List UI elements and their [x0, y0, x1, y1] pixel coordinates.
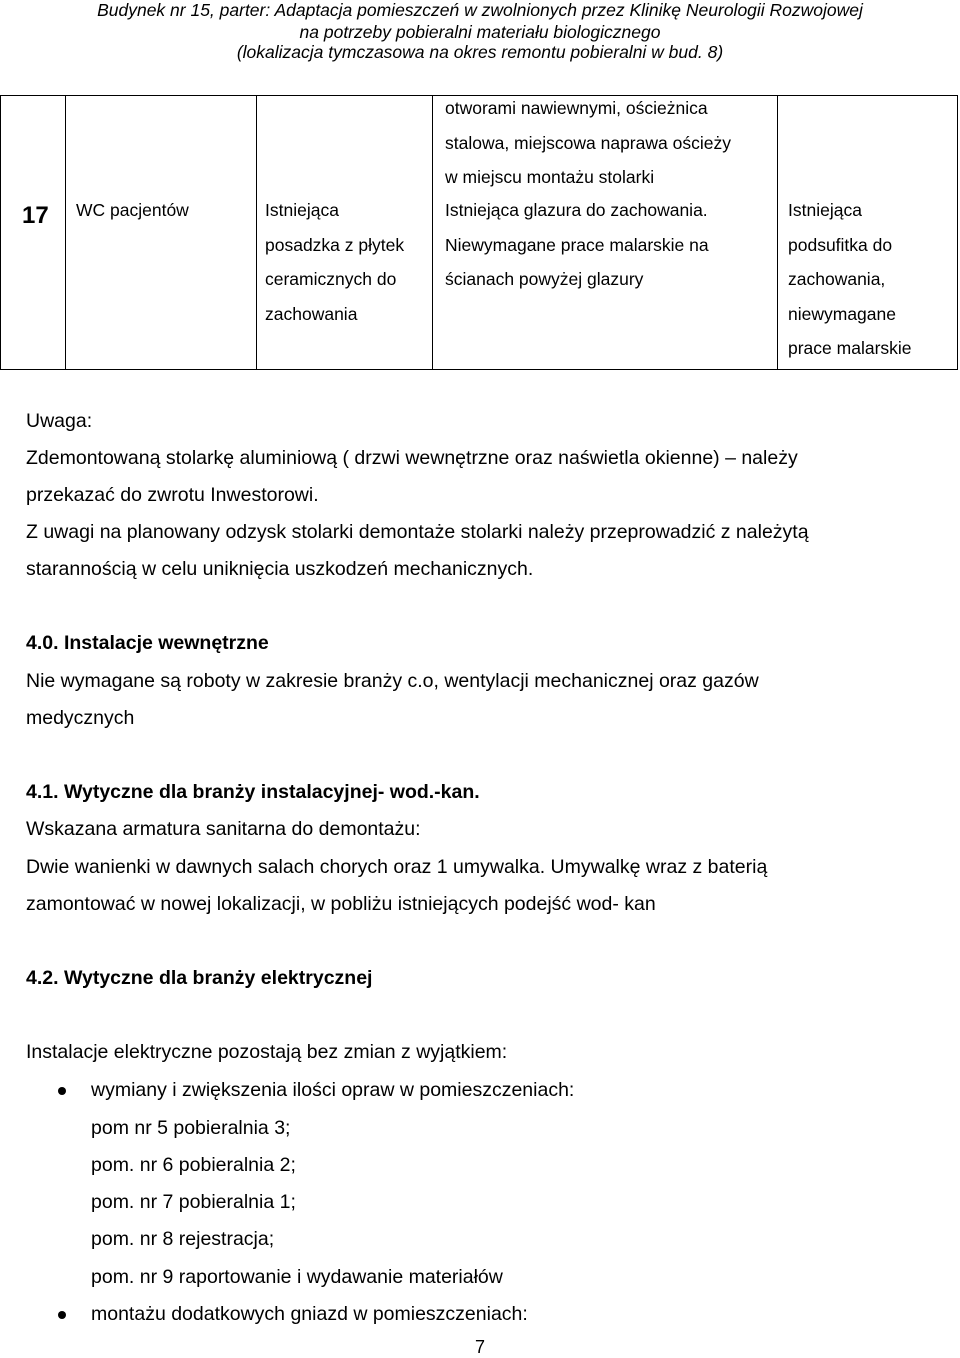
table-col-divider	[432, 95, 433, 370]
bullet-icon	[58, 1311, 66, 1319]
note-paragraph-line: starannością w celu uniknięcia uszkodzeń mechanicznych.	[26, 558, 534, 580]
section-heading-4-1: 4.1. Wytyczne dla branży instalacyjnej- wod.-kan.	[26, 781, 480, 803]
section-heading-4-2: 4.2. Wytyczne dla branży elektrycznej	[26, 967, 373, 989]
table-col-divider	[256, 95, 257, 370]
page-number: 7	[474, 1337, 485, 1357]
table-col-divider	[957, 95, 958, 370]
bullet-icon	[58, 1087, 66, 1095]
list-subitem: pom. nr 7 pobieralnia 1;	[91, 1191, 296, 1213]
cell-line: posadzka z płytek	[265, 234, 405, 255]
list-subitem: pom. nr 9 raportowanie i wydawanie materiałów	[91, 1266, 503, 1288]
cell-line: ceramicznych do	[265, 269, 397, 289]
row-number: 17	[22, 202, 49, 229]
list-item: wymiany i zwiększenia ilości opraw w pomieszczeniach:	[91, 1079, 575, 1101]
rooms-table	[0, 95, 958, 370]
room-name-cell: WC pacjentów	[76, 200, 189, 220]
table-col-divider	[0, 95, 1, 370]
cell-line: prace malarskie	[788, 338, 912, 358]
list-subitem: pom nr 5 pobieralnia 3;	[91, 1117, 291, 1139]
section-text-line: medycznych	[26, 707, 135, 729]
ceiling-cell	[788, 193, 912, 366]
list-item: montażu dodatkowych gniazd w pomieszczeniach:	[91, 1303, 528, 1325]
cell-line: ścianach powyżej glazury	[445, 269, 644, 289]
floor-cell	[265, 193, 404, 331]
section-heading-4-0: 4.0. Instalacje wewnętrzne	[26, 632, 269, 654]
section-text-line: zamontować w nowej lokalizacji, w pobliżu istniejących podejść wod- kan	[26, 893, 656, 915]
list-subitem: pom. nr 8 rejestracja;	[91, 1228, 275, 1250]
note-paragraph-line: Z uwagi na planowany odzysk stolarki demontaże stolarki należy przeprowadzić z należytą	[26, 521, 809, 543]
note-paragraph-line: Zdemontowaną stolarkę aluminiową ( drzwi wewnętrzne oraz naświetla okienne) – należy	[26, 447, 798, 469]
cell-line: zachowania,	[788, 269, 886, 289]
note-paragraph-line: przekazać do zwrotu Inwestorowi.	[26, 484, 319, 506]
cell-line: podsufitka do	[788, 234, 893, 255]
section-text-line: Dwie wanienki w dawnych salach chorych oraz 1 umywalka. Umywalkę wraz z baterią	[26, 856, 768, 878]
cell-line: zachowania	[265, 303, 358, 324]
cell-line: stalowa, miejscowa naprawa ościeży	[445, 132, 731, 153]
cell-line: otworami nawiewnymi, ościeżnica	[445, 98, 708, 118]
table-col-divider	[777, 95, 778, 370]
header-line-2: na potrzeby pobieralni materiału biologicznego	[299, 22, 661, 42]
table-col-divider	[65, 95, 66, 370]
note-title: Uwaga:	[26, 410, 93, 432]
cell-line: w miejscu montażu stolarki	[445, 167, 655, 187]
list-subitem: pom. nr 6 pobieralnia 2;	[91, 1154, 296, 1176]
section-text-line: Instalacje elektryczne pozostają bez zmian z wyjątkiem:	[26, 1041, 508, 1063]
section-text-line: Nie wymagane są roboty w zakresie branży c.o, wentylacji mechanicznej oraz gazów	[26, 670, 759, 692]
cell-line: Niewymagane prace malarskie na	[445, 234, 709, 255]
cell-line: Istniejąca	[788, 200, 862, 220]
header-line-3: (lokalizacja tymczasowa na okres remontu pobieralni w bud. 8)	[236, 42, 724, 62]
cell-line: Istniejąca glazura do zachowania.	[445, 200, 708, 220]
cell-line: niewymagane	[788, 303, 896, 324]
walls-continued-cell	[445, 91, 731, 195]
header-line-1: Budynek nr 15, parter: Adaptacja pomieszczeń w zwolnionych przez Klinikę Neurologii Rozwojowej	[97, 0, 863, 20]
section-text-line: Wskazana armatura sanitarna do demontażu:	[26, 818, 421, 840]
table-bottom-border	[0, 369, 958, 370]
cell-line: Istniejąca	[265, 200, 339, 220]
walls-cell	[445, 193, 709, 297]
